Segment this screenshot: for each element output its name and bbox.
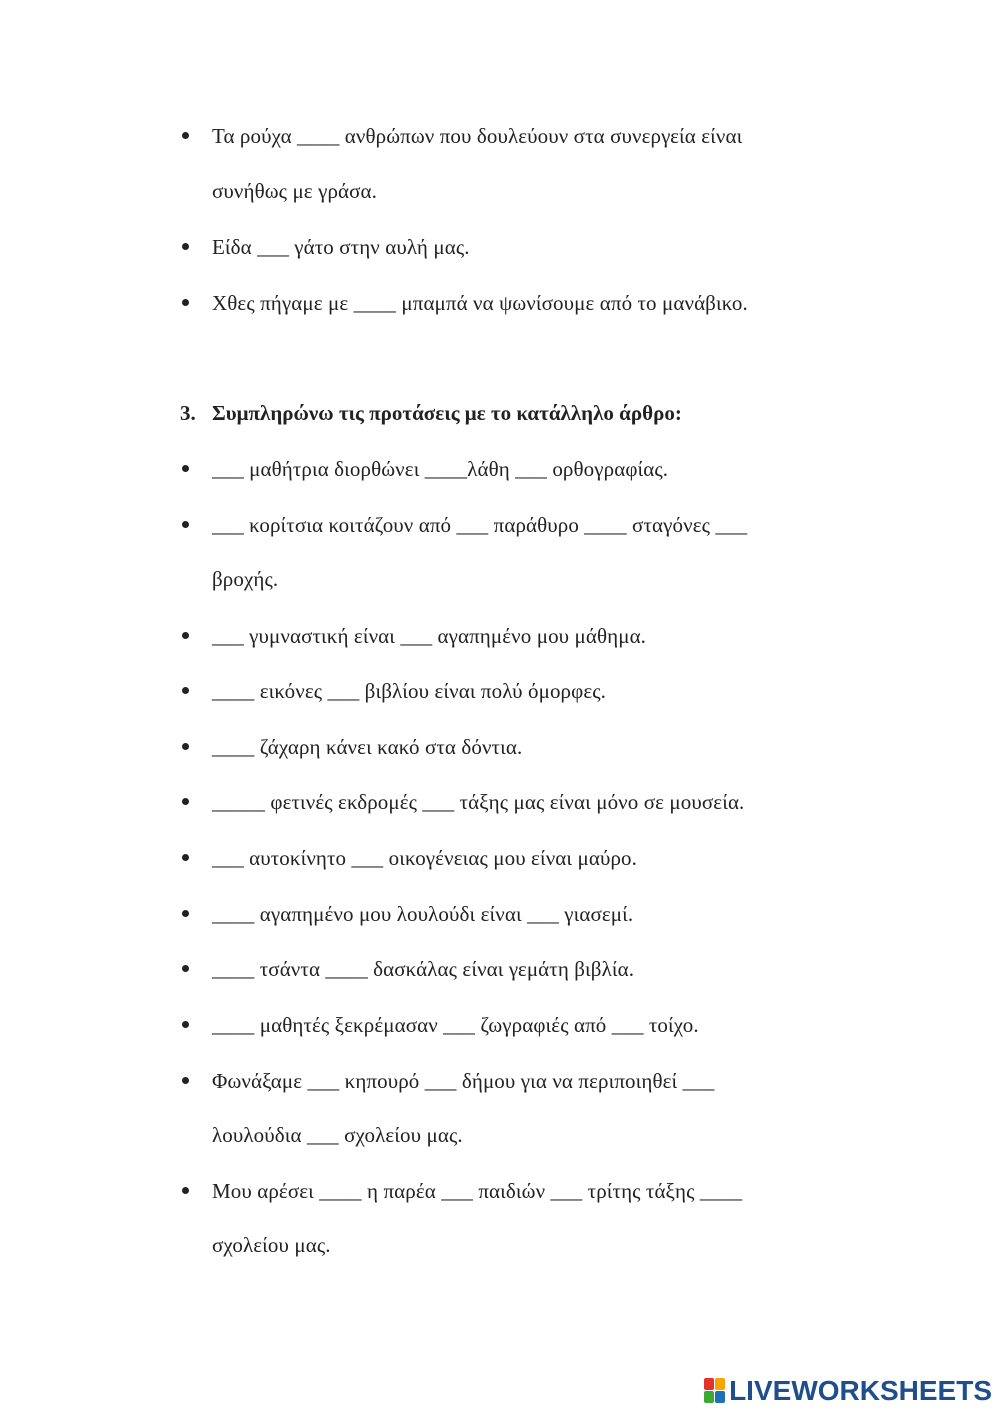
- sentence-line: _____ φετινές εκδρομές ___ τάξης μας είναι μόνο σε μουσεία.: [212, 790, 745, 814]
- section-number: 3.: [180, 401, 196, 425]
- logo-mark-icon: [704, 1378, 726, 1404]
- sentence-line: ____ εικόνες ___ βιβλίου είναι πολύ όμορφες.: [212, 679, 607, 703]
- sentence-line: ___ κορίτσια κοιτάζουν από ___ παράθυρο ____ σταγόνες ___: [212, 513, 748, 537]
- sentence-line: ____ τσάντα ____ δασκάλας είναι γεμάτη βιβλία.: [212, 957, 635, 981]
- bullet: [182, 1021, 189, 1028]
- logo-block: [715, 1391, 725, 1403]
- sentence-line: ____ ζάχαρη κάνει κακό στα δόντια.: [212, 735, 523, 759]
- bullet: [182, 299, 189, 306]
- logo-block: [715, 1378, 725, 1390]
- sentence-line: ___ γυμναστική είναι ___ αγαπημένο μου μάθημα.: [212, 624, 647, 648]
- bullet: [182, 854, 189, 861]
- bullet: [182, 743, 189, 750]
- logo-block: [704, 1378, 714, 1390]
- sentence-line: ___ αυτοκίνητο ___ οικογένειας μου είναι μαύρο.: [212, 846, 637, 870]
- bullet: [182, 965, 189, 972]
- bullet: [182, 521, 189, 528]
- sentence-line: Είδα ___ γάτο στην αυλή μας.: [212, 235, 470, 259]
- sentence-line-continuation: λουλούδια ___ σχολείου μας.: [212, 1123, 463, 1147]
- bullet: [182, 632, 189, 639]
- sentence-line: Φωνάξαμε ___ κηπουρό ___ δήμου για να περιποιηθεί ___: [212, 1069, 715, 1093]
- sentence-line: Χθες πήγαμε με ____ μπαμπά να ψωνίσουμε από το μανάβικο.: [212, 291, 748, 315]
- bullet: [182, 1077, 189, 1084]
- sentence-line: ___ μαθήτρια διορθώνει ____λάθη ___ ορθογραφίας.: [212, 457, 669, 481]
- bullet: [182, 465, 189, 472]
- sentence-line: ____ μαθητές ξεκρέμασαν ___ ζωγραφιές από ___ τοίχο.: [212, 1013, 699, 1037]
- bullet: [182, 132, 189, 139]
- bullet: [182, 1187, 189, 1194]
- bullet: [182, 798, 189, 805]
- bullet: [182, 243, 189, 250]
- section-heading: [180, 400, 682, 426]
- liveworksheets-logo[interactable]: [704, 1373, 992, 1409]
- sentence-line: Τα ρούχα ____ ανθρώπων που δουλεύουν στα συνεργεία είναι: [212, 124, 743, 148]
- sentence-line: Μου αρέσει ____ η παρέα ___ παιδιών ___ τρίτης τάξης ____: [212, 1179, 743, 1203]
- sentence-line-continuation: σχολείου μας.: [212, 1233, 331, 1257]
- sentence-line-continuation: συνήθως με γράσα.: [212, 179, 378, 203]
- logo-block: [704, 1391, 714, 1403]
- sentence-line-continuation: βροχής.: [212, 567, 279, 591]
- sentence-line: ____ αγαπημένο μου λουλούδι είναι ___ γιασεμί.: [212, 902, 634, 926]
- bullet: [182, 687, 189, 694]
- logo-text: LIVEWORKSHEETS: [729, 1375, 992, 1406]
- bullet: [182, 910, 189, 917]
- section-title: Συμπληρώνω τις προτάσεις με το κατάλληλο άρθρο:: [212, 401, 682, 425]
